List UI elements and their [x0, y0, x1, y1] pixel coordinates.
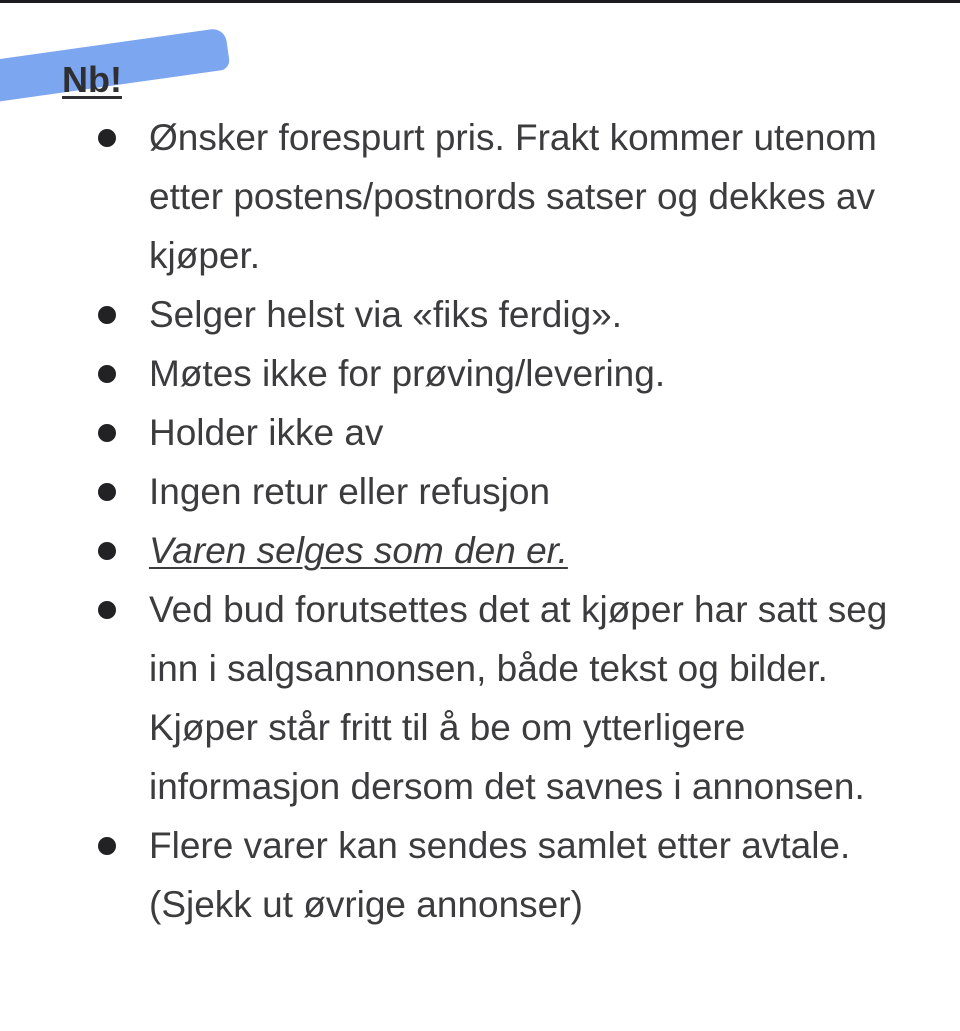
- bullet-icon: [98, 837, 116, 855]
- bullet-icon: [98, 601, 116, 619]
- list-item: [0, 580, 960, 816]
- list-item-text: Møtes ikke for prøving/levering.: [149, 353, 666, 394]
- list-item: [0, 344, 960, 403]
- list-item: [0, 462, 960, 521]
- bullet-icon: [98, 365, 116, 383]
- list-item-text: Selger helst via «fiks ferdig».: [149, 294, 623, 335]
- bullet-icon: [98, 483, 116, 501]
- bullet-icon: [98, 129, 116, 147]
- list-item-text: Holder ikke av: [149, 412, 384, 453]
- list-item-text: Ønsker forespurt pris. Frakt kommer utenom etter postens/postnords satser og dekkes av kjøper.: [149, 117, 877, 276]
- bullet-icon: [98, 306, 116, 324]
- list-item: [0, 285, 960, 344]
- note-heading: Nb!: [62, 59, 122, 100]
- list-item: [0, 816, 960, 934]
- list-item: [0, 108, 960, 285]
- bullet-icon: [98, 424, 116, 442]
- list-item: [0, 521, 960, 580]
- terms-list: [0, 108, 960, 934]
- list-item-text: Ved bud forutsettes det at kjøper har satt seg inn i salgsannonsen, både tekst og bilder. Kjøper står fritt til å be om ytterligere informasjon dersom det savnes i annonsen.: [149, 589, 888, 807]
- bullet-icon: [98, 542, 116, 560]
- list-item-text: Ingen retur eller refusjon: [149, 471, 551, 512]
- list-item-text: Varen selges som den er.: [149, 530, 568, 571]
- list-item-text: Flere varer kan sendes samlet etter avtale. (Sjekk ut øvrige annonser): [149, 825, 851, 925]
- top-border-line: [0, 0, 960, 3]
- list-item: [0, 403, 960, 462]
